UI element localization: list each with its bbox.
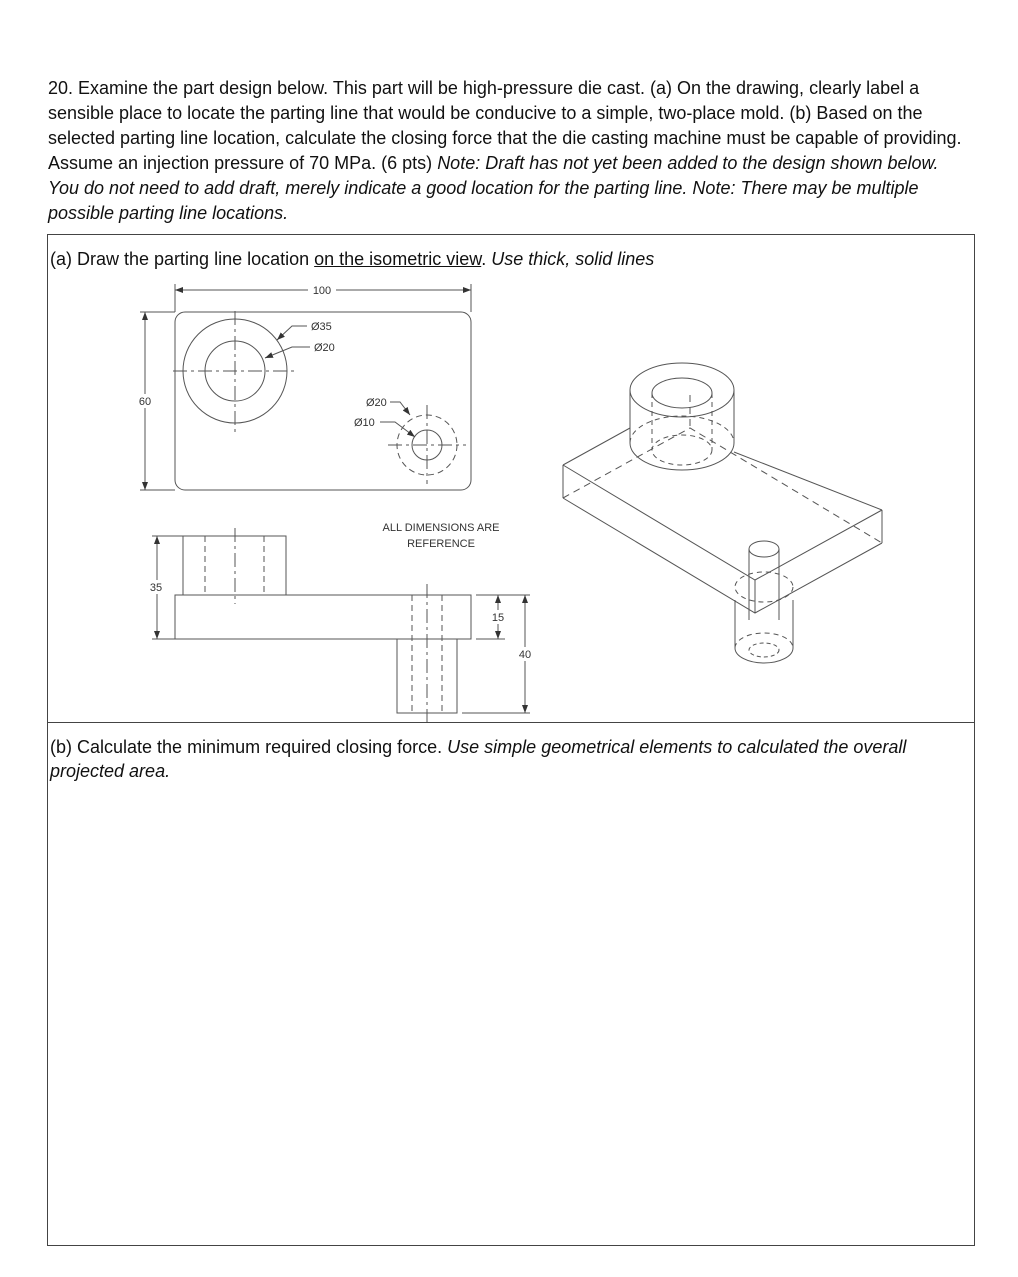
part-a-underlined: on the isometric view	[314, 249, 482, 269]
dim-height: 60	[138, 396, 152, 408]
dim-boss-height: 35	[149, 582, 163, 594]
part-b-prefix: (b) Calculate the minimum required closing force.	[50, 737, 448, 757]
note-line-2: REFERENCE	[407, 538, 475, 550]
question-main: 20. Examine the part design below. This part will be high-pressure die cast. (a) On the drawing, clearly label a sensible place to locate the parting line that would be conducive to a simple, two-place mold. (b) Based on the selected parting line location, calculate the closing force that the die casting machine must be capable of providing. Assume an injection pressure of 70 MPa. (6 pts)	[48, 78, 962, 173]
dia-boss-inner: Ø20	[314, 342, 335, 354]
part-a-italic: Use thick, solid lines	[491, 249, 655, 269]
dim-plate-thickness: 15	[491, 612, 505, 624]
isometric-view	[563, 363, 882, 663]
question-note: Note: Draft has not yet been added to the design shown below. You do not need to add draft, merely indicate a good location for the parting line. Note: There may be multiple possible parting line locations.	[48, 153, 939, 223]
note-line-1: ALL DIMENSIONS ARE	[382, 522, 500, 534]
dim-pin-height: 40	[518, 649, 532, 661]
top-view	[134, 283, 471, 490]
dia-pin-outer: Ø20	[366, 397, 387, 409]
part-a-prefix: (a) Draw the parting line location	[50, 249, 315, 269]
dia-boss-outer: Ø35	[311, 321, 332, 333]
part-a-period: .	[481, 249, 492, 269]
dia-pin-hole: Ø10	[354, 417, 375, 429]
dim-width: 100	[312, 285, 332, 297]
front-view	[146, 522, 535, 722]
part-b-italic: Use simple geometrical elements to calculated the overall projected area.	[50, 737, 907, 781]
